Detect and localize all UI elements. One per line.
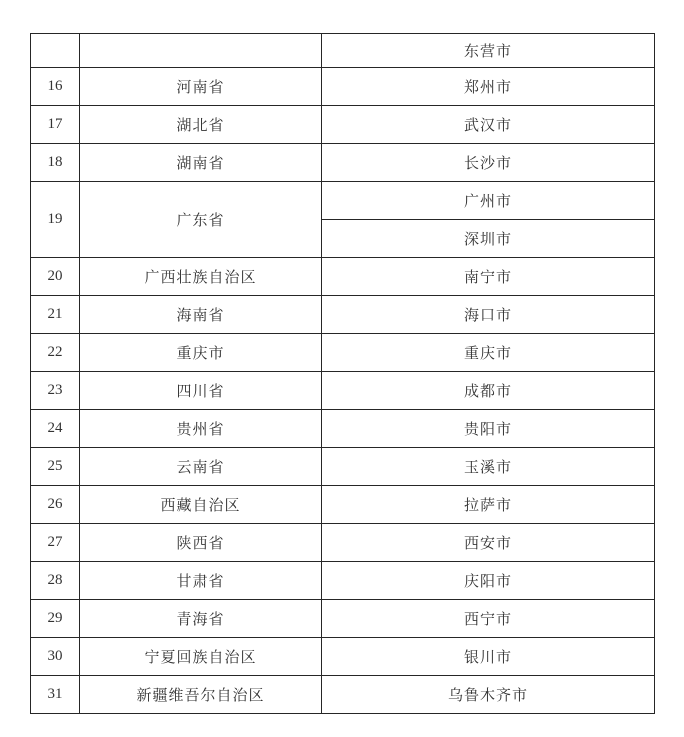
table-row — [31, 562, 655, 600]
table-row — [31, 676, 655, 714]
province-cell: 湖南省 — [80, 144, 322, 182]
province-cell: 贵州省 — [80, 410, 322, 448]
city-cell: 东营市 — [322, 34, 655, 68]
table-row — [31, 410, 655, 448]
row-number-cell: 31 — [31, 676, 80, 714]
province-cell: 河南省 — [80, 68, 322, 106]
row-number-cell: 26 — [31, 486, 80, 524]
row-number-cell: 17 — [31, 106, 80, 144]
city-cell: 海口市 — [322, 296, 655, 334]
city-cell: 玉溪市 — [322, 448, 655, 486]
row-number-cell: 21 — [31, 296, 80, 334]
province-cell — [80, 34, 322, 68]
city-cell: 庆阳市 — [322, 562, 655, 600]
table-row — [31, 486, 655, 524]
row-number-cell: 18 — [31, 144, 80, 182]
province-cell: 宁夏回族自治区 — [80, 638, 322, 676]
city-cell: 拉萨市 — [322, 486, 655, 524]
table-row — [31, 144, 655, 182]
table-row — [31, 68, 655, 106]
row-number-cell: 28 — [31, 562, 80, 600]
row-number-cell: 27 — [31, 524, 80, 562]
province-cell: 四川省 — [80, 372, 322, 410]
city-cell: 广州市 — [322, 182, 655, 220]
province-cell: 甘肃省 — [80, 562, 322, 600]
city-cell: 重庆市 — [322, 334, 655, 372]
table-row — [31, 334, 655, 372]
table-row — [31, 638, 655, 676]
city-cell: 贵阳市 — [322, 410, 655, 448]
row-number-cell: 16 — [31, 68, 80, 106]
city-cell: 郑州市 — [322, 68, 655, 106]
row-number-cell: 24 — [31, 410, 80, 448]
table-row — [31, 372, 655, 410]
province-city-table — [30, 33, 655, 714]
row-number-cell: 20 — [31, 258, 80, 296]
table-row — [31, 182, 655, 220]
province-cell: 青海省 — [80, 600, 322, 638]
province-cell: 海南省 — [80, 296, 322, 334]
table-row — [31, 106, 655, 144]
table-row — [31, 296, 655, 334]
city-cell: 深圳市 — [322, 220, 655, 258]
province-cell: 新疆维吾尔自治区 — [80, 676, 322, 714]
row-number-cell — [31, 34, 80, 68]
city-cell: 西安市 — [322, 524, 655, 562]
row-number-cell: 29 — [31, 600, 80, 638]
city-cell: 长沙市 — [322, 144, 655, 182]
province-cell: 陕西省 — [80, 524, 322, 562]
city-cell: 成都市 — [322, 372, 655, 410]
table-row — [31, 600, 655, 638]
province-cell: 云南省 — [80, 448, 322, 486]
row-number-cell: 23 — [31, 372, 80, 410]
province-cell: 广西壮族自治区 — [80, 258, 322, 296]
city-cell: 武汉市 — [322, 106, 655, 144]
city-cell: 乌鲁木齐市 — [322, 676, 655, 714]
row-number-cell: 25 — [31, 448, 80, 486]
table-row — [31, 448, 655, 486]
table-row — [31, 34, 655, 68]
row-number-cell: 22 — [31, 334, 80, 372]
province-cell: 重庆市 — [80, 334, 322, 372]
city-cell: 银川市 — [322, 638, 655, 676]
row-number-cell: 30 — [31, 638, 80, 676]
row-number-cell: 19 — [31, 182, 80, 258]
province-cell: 湖北省 — [80, 106, 322, 144]
table-row — [31, 258, 655, 296]
table-row — [31, 524, 655, 562]
province-cell: 西藏自治区 — [80, 486, 322, 524]
city-cell: 西宁市 — [322, 600, 655, 638]
city-cell: 南宁市 — [322, 258, 655, 296]
province-cell: 广东省 — [80, 182, 322, 258]
